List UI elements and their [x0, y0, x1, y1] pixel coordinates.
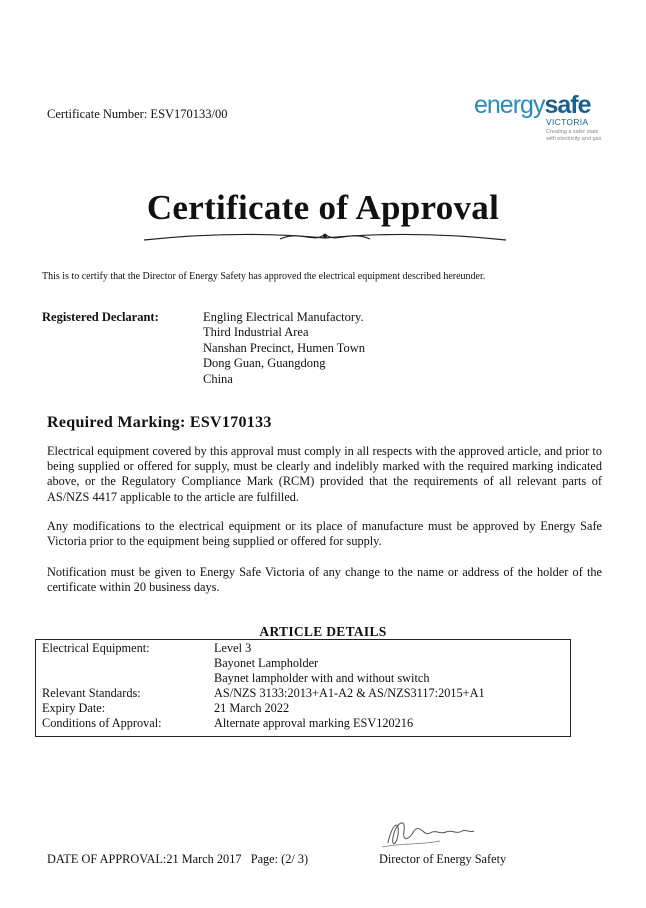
article-details-table [35, 639, 571, 737]
modifications-paragraph: Any modifications to the electrical equipment or its place of manufacture must be approved by Energy Safe Victoria prior to the equipment being supplied or offered for supply. [47, 519, 602, 549]
director-signature [380, 813, 480, 853]
approval-date: DATE OF APPROVAL:21 March 2017 Page: (2/ 3) [47, 852, 309, 866]
row-value: 21 March 2022 [214, 701, 290, 715]
title-flourish [140, 226, 510, 246]
row-value: AS/NZS 3133:2013+A1-A2 & AS/NZS3117:2015+A1 [214, 686, 485, 700]
page-title: Certificate of Approval [146, 188, 500, 227]
energysafe-logo [474, 91, 604, 161]
row-value: Baynet lampholder with and without switch [214, 671, 430, 685]
row-label: Conditions of Approval: [42, 716, 162, 730]
declarant-line: Engling Electrical Manufactory. [203, 310, 364, 324]
page-number: Page: (2/ 3) [250, 852, 309, 866]
row-label: Expiry Date: [42, 701, 106, 715]
declarant-line: Third Industrial Area [203, 325, 309, 340]
row-label: Relevant Standards: [42, 686, 141, 700]
declarant-line: Dong Guan, Guangdong [203, 356, 326, 371]
declarant-line: China [203, 371, 233, 386]
certificate-number: Certificate Number: ESV170133/00 [47, 107, 228, 121]
declarant-line: Nanshan Precinct, Humen Town [203, 340, 366, 355]
notification-paragraph: Notification must be given to Energy Safe Victoria of any change to the name or address of the holder of the certificate within 20 business days. [47, 565, 602, 595]
declarant-address [203, 310, 365, 387]
logo-wordmark: energysafe [474, 91, 591, 119]
required-marking-heading: Required Marking: ESV170133 [47, 414, 272, 431]
logo-tagline: Creating a safer state with electricity and gas [546, 129, 602, 142]
row-value: Level 3 [214, 641, 252, 655]
row-label: Electrical Equipment: [42, 641, 150, 655]
logo-region: VICTORIA [546, 117, 589, 127]
certify-statement: This is to certify that the Director of Energy Safety has approved the electrical equipment described hereunder. [42, 271, 486, 282]
article-details-heading: ARTICLE DETAILS [259, 624, 387, 639]
signatory-title: Director of Energy Safety [379, 852, 507, 866]
row-value: Alternate approval marking ESV120216 [214, 716, 414, 730]
declarant-label: Registered Declarant: [42, 310, 159, 324]
compliance-paragraph: Electrical equipment covered by this approval must comply in all respects with the approved article, and prior to being supplied or offered for supply, must be clearly and indelibly marked with the required marking indicated above, or the Regulatory Compliance Mark (RCM) provided that the requirements of all relevant parts of AS/NZS 4417 applicable to the article are fulfilled. [47, 444, 602, 504]
row-value: Bayonet Lampholder [214, 656, 319, 670]
